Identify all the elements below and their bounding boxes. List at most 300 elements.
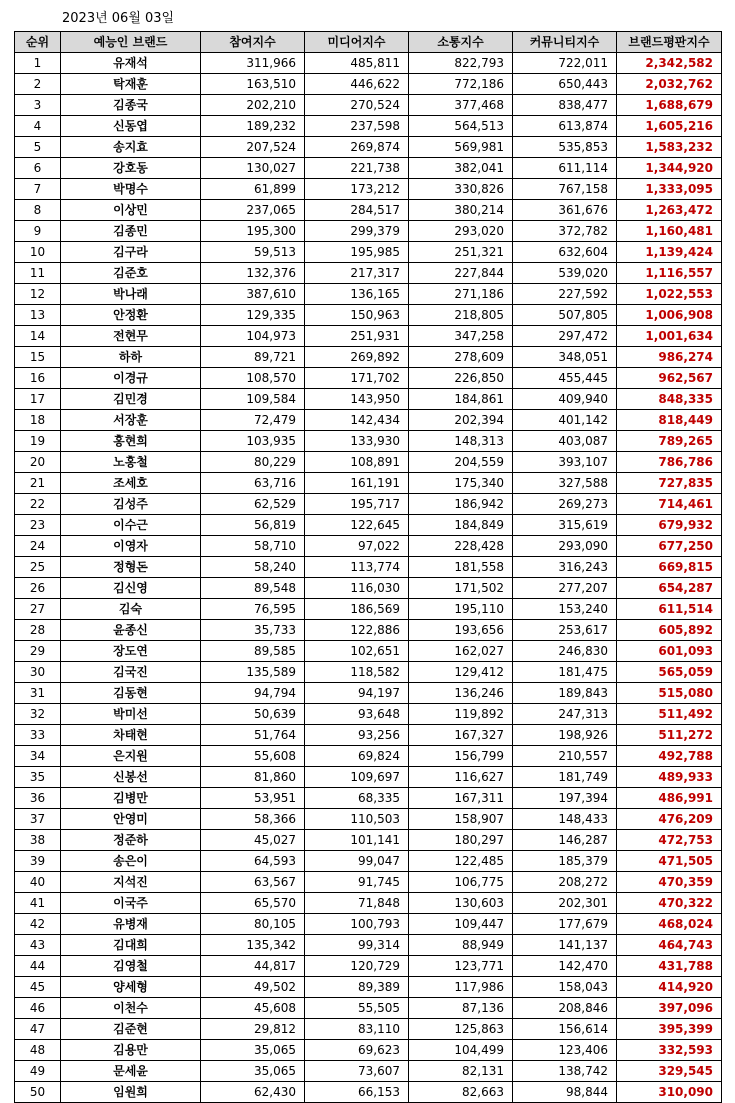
- participation-cell: 63,567: [201, 872, 305, 893]
- brand-name-cell: 유병재: [61, 914, 201, 935]
- table-row: [15, 473, 722, 494]
- header-brand-reputation: 브랜드평판지수: [617, 32, 722, 53]
- rank-cell: 36: [15, 788, 61, 809]
- communication-cell: 218,805: [409, 305, 513, 326]
- rank-cell: 29: [15, 641, 61, 662]
- brand-reputation-cell: 329,545: [617, 1061, 722, 1082]
- table-row: [15, 1040, 722, 1061]
- media-cell: 83,110: [305, 1019, 409, 1040]
- brand-name-cell: 차태현: [61, 725, 201, 746]
- table-row: [15, 536, 722, 557]
- media-cell: 269,892: [305, 347, 409, 368]
- community-cell: 403,087: [513, 431, 617, 452]
- table-row: [15, 641, 722, 662]
- media-cell: 237,598: [305, 116, 409, 137]
- rank-cell: 28: [15, 620, 61, 641]
- brand-reputation-cell: 1,605,216: [617, 116, 722, 137]
- brand-name-cell: 이수근: [61, 515, 201, 536]
- rank-cell: 14: [15, 326, 61, 347]
- community-cell: 613,874: [513, 116, 617, 137]
- community-cell: 361,676: [513, 200, 617, 221]
- communication-cell: 148,313: [409, 431, 513, 452]
- community-cell: 277,207: [513, 578, 617, 599]
- rank-cell: 42: [15, 914, 61, 935]
- table-row: [15, 515, 722, 536]
- participation-cell: 94,794: [201, 683, 305, 704]
- rank-cell: 23: [15, 515, 61, 536]
- community-cell: 138,742: [513, 1061, 617, 1082]
- participation-cell: 311,966: [201, 53, 305, 74]
- rank-cell: 39: [15, 851, 61, 872]
- participation-cell: 76,595: [201, 599, 305, 620]
- media-cell: 110,503: [305, 809, 409, 830]
- rank-cell: 1: [15, 53, 61, 74]
- media-cell: 116,030: [305, 578, 409, 599]
- rank-cell: 12: [15, 284, 61, 305]
- brand-name-cell: 윤종신: [61, 620, 201, 641]
- table-row: [15, 977, 722, 998]
- brand-reputation-cell: 1,001,634: [617, 326, 722, 347]
- communication-cell: 293,020: [409, 221, 513, 242]
- rank-cell: 31: [15, 683, 61, 704]
- brand-name-cell: 김숙: [61, 599, 201, 620]
- table-row: [15, 347, 722, 368]
- communication-cell: 156,799: [409, 746, 513, 767]
- brand-reputation-cell: 1,344,920: [617, 158, 722, 179]
- brand-name-cell: 안영미: [61, 809, 201, 830]
- rank-cell: 2: [15, 74, 61, 95]
- community-cell: 208,846: [513, 998, 617, 1019]
- participation-cell: 80,105: [201, 914, 305, 935]
- brand-name-cell: 김종국: [61, 95, 201, 116]
- communication-cell: 88,949: [409, 935, 513, 956]
- community-cell: 722,011: [513, 53, 617, 74]
- communication-cell: 226,850: [409, 368, 513, 389]
- media-cell: 97,022: [305, 536, 409, 557]
- community-cell: 158,043: [513, 977, 617, 998]
- brand-reputation-cell: 492,788: [617, 746, 722, 767]
- brand-reputation-cell: 848,335: [617, 389, 722, 410]
- brand-reputation-cell: 472,753: [617, 830, 722, 851]
- communication-cell: 119,892: [409, 704, 513, 725]
- media-cell: 251,931: [305, 326, 409, 347]
- community-cell: 202,301: [513, 893, 617, 914]
- communication-cell: 228,428: [409, 536, 513, 557]
- media-cell: 299,379: [305, 221, 409, 242]
- brand-reputation-cell: 786,786: [617, 452, 722, 473]
- community-cell: 401,142: [513, 410, 617, 431]
- brand-name-cell: 김국진: [61, 662, 201, 683]
- media-cell: 100,793: [305, 914, 409, 935]
- media-cell: 108,891: [305, 452, 409, 473]
- participation-cell: 135,342: [201, 935, 305, 956]
- brand-reputation-cell: 677,250: [617, 536, 722, 557]
- rank-cell: 44: [15, 956, 61, 977]
- brand-name-cell: 장도연: [61, 641, 201, 662]
- participation-cell: 132,376: [201, 263, 305, 284]
- brand-reputation-cell: 714,461: [617, 494, 722, 515]
- communication-cell: 82,663: [409, 1082, 513, 1103]
- community-cell: 372,782: [513, 221, 617, 242]
- brand-reputation-table: [14, 31, 722, 1103]
- rank-cell: 41: [15, 893, 61, 914]
- community-cell: 153,240: [513, 599, 617, 620]
- brand-reputation-cell: 515,080: [617, 683, 722, 704]
- community-cell: 316,243: [513, 557, 617, 578]
- communication-cell: 136,246: [409, 683, 513, 704]
- brand-reputation-cell: 1,022,553: [617, 284, 722, 305]
- participation-cell: 135,589: [201, 662, 305, 683]
- community-cell: 409,940: [513, 389, 617, 410]
- participation-cell: 109,584: [201, 389, 305, 410]
- community-cell: 650,443: [513, 74, 617, 95]
- table-row: [15, 914, 722, 935]
- communication-cell: 167,327: [409, 725, 513, 746]
- media-cell: 109,697: [305, 767, 409, 788]
- rank-cell: 50: [15, 1082, 61, 1103]
- media-cell: 99,314: [305, 935, 409, 956]
- communication-cell: 167,311: [409, 788, 513, 809]
- communication-cell: 109,447: [409, 914, 513, 935]
- table-row: [15, 158, 722, 179]
- media-cell: 122,886: [305, 620, 409, 641]
- media-cell: 66,153: [305, 1082, 409, 1103]
- participation-cell: 65,570: [201, 893, 305, 914]
- rank-cell: 40: [15, 872, 61, 893]
- media-cell: 217,317: [305, 263, 409, 284]
- community-cell: 327,588: [513, 473, 617, 494]
- community-cell: 293,090: [513, 536, 617, 557]
- table-row: [15, 242, 722, 263]
- brand-reputation-cell: 310,090: [617, 1082, 722, 1103]
- table-row: [15, 221, 722, 242]
- rank-cell: 37: [15, 809, 61, 830]
- communication-cell: 130,603: [409, 893, 513, 914]
- table-row: [15, 452, 722, 473]
- rank-cell: 33: [15, 725, 61, 746]
- community-cell: 246,830: [513, 641, 617, 662]
- communication-cell: 117,986: [409, 977, 513, 998]
- rank-cell: 27: [15, 599, 61, 620]
- participation-cell: 29,812: [201, 1019, 305, 1040]
- communication-cell: 125,863: [409, 1019, 513, 1040]
- community-cell: 181,749: [513, 767, 617, 788]
- participation-cell: 35,733: [201, 620, 305, 641]
- community-cell: 189,843: [513, 683, 617, 704]
- media-cell: 161,191: [305, 473, 409, 494]
- brand-name-cell: 신동엽: [61, 116, 201, 137]
- communication-cell: 822,793: [409, 53, 513, 74]
- table-header-row: [15, 32, 722, 53]
- media-cell: 120,729: [305, 956, 409, 977]
- community-cell: 141,137: [513, 935, 617, 956]
- media-cell: 269,874: [305, 137, 409, 158]
- brand-name-cell: 홍현희: [61, 431, 201, 452]
- rank-cell: 8: [15, 200, 61, 221]
- brand-reputation-cell: 2,342,582: [617, 53, 722, 74]
- communication-cell: 193,656: [409, 620, 513, 641]
- rank-cell: 6: [15, 158, 61, 179]
- header-communication: 소통지수: [409, 32, 513, 53]
- brand-name-cell: 은지원: [61, 746, 201, 767]
- communication-cell: 330,826: [409, 179, 513, 200]
- brand-name-cell: 하하: [61, 347, 201, 368]
- header-brand: 예능인 브랜드: [61, 32, 201, 53]
- participation-cell: 103,935: [201, 431, 305, 452]
- brand-name-cell: 김종민: [61, 221, 201, 242]
- header-community: 커뮤니티지수: [513, 32, 617, 53]
- brand-name-cell: 송지효: [61, 137, 201, 158]
- brand-name-cell: 정형돈: [61, 557, 201, 578]
- brand-name-cell: 이영자: [61, 536, 201, 557]
- media-cell: 91,745: [305, 872, 409, 893]
- community-cell: 632,604: [513, 242, 617, 263]
- table-row: [15, 746, 722, 767]
- participation-cell: 63,716: [201, 473, 305, 494]
- table-row: [15, 284, 722, 305]
- brand-name-cell: 유재석: [61, 53, 201, 74]
- brand-name-cell: 정준하: [61, 830, 201, 851]
- table-row: [15, 893, 722, 914]
- brand-reputation-cell: 962,567: [617, 368, 722, 389]
- communication-cell: 123,771: [409, 956, 513, 977]
- participation-cell: 72,479: [201, 410, 305, 431]
- community-cell: 611,114: [513, 158, 617, 179]
- table-row: [15, 431, 722, 452]
- participation-cell: 45,027: [201, 830, 305, 851]
- table-row: [15, 53, 722, 74]
- participation-cell: 55,608: [201, 746, 305, 767]
- rank-cell: 17: [15, 389, 61, 410]
- media-cell: 284,517: [305, 200, 409, 221]
- rank-cell: 47: [15, 1019, 61, 1040]
- participation-cell: 49,502: [201, 977, 305, 998]
- community-cell: 181,475: [513, 662, 617, 683]
- table-row: [15, 1061, 722, 1082]
- communication-cell: 106,775: [409, 872, 513, 893]
- brand-reputation-cell: 464,743: [617, 935, 722, 956]
- brand-name-cell: 양세형: [61, 977, 201, 998]
- brand-name-cell: 김민경: [61, 389, 201, 410]
- participation-cell: 51,764: [201, 725, 305, 746]
- brand-name-cell: 김동현: [61, 683, 201, 704]
- table-row: [15, 599, 722, 620]
- communication-cell: 569,981: [409, 137, 513, 158]
- community-cell: 455,445: [513, 368, 617, 389]
- communication-cell: 175,340: [409, 473, 513, 494]
- participation-cell: 58,366: [201, 809, 305, 830]
- participation-cell: 89,548: [201, 578, 305, 599]
- rank-cell: 34: [15, 746, 61, 767]
- rank-cell: 18: [15, 410, 61, 431]
- participation-cell: 89,585: [201, 641, 305, 662]
- brand-reputation-cell: 654,287: [617, 578, 722, 599]
- brand-reputation-cell: 1,116,557: [617, 263, 722, 284]
- participation-cell: 80,229: [201, 452, 305, 473]
- community-cell: 98,844: [513, 1082, 617, 1103]
- media-cell: 69,623: [305, 1040, 409, 1061]
- media-cell: 195,717: [305, 494, 409, 515]
- community-cell: 148,433: [513, 809, 617, 830]
- communication-cell: 202,394: [409, 410, 513, 431]
- rank-cell: 26: [15, 578, 61, 599]
- brand-name-cell: 지석진: [61, 872, 201, 893]
- participation-cell: 53,951: [201, 788, 305, 809]
- brand-reputation-cell: 605,892: [617, 620, 722, 641]
- communication-cell: 104,499: [409, 1040, 513, 1061]
- rank-cell: 22: [15, 494, 61, 515]
- rank-cell: 38: [15, 830, 61, 851]
- community-cell: 539,020: [513, 263, 617, 284]
- participation-cell: 56,819: [201, 515, 305, 536]
- media-cell: 69,824: [305, 746, 409, 767]
- communication-cell: 184,861: [409, 389, 513, 410]
- brand-reputation-cell: 431,788: [617, 956, 722, 977]
- table-row: [15, 830, 722, 851]
- table-row: [15, 389, 722, 410]
- brand-name-cell: 김용만: [61, 1040, 201, 1061]
- brand-name-cell: 박미선: [61, 704, 201, 725]
- table-row: [15, 179, 722, 200]
- rank-cell: 46: [15, 998, 61, 1019]
- brand-reputation-cell: 397,096: [617, 998, 722, 1019]
- brand-reputation-cell: 332,593: [617, 1040, 722, 1061]
- table-row: [15, 137, 722, 158]
- participation-cell: 62,430: [201, 1082, 305, 1103]
- brand-name-cell: 김대희: [61, 935, 201, 956]
- brand-name-cell: 이국주: [61, 893, 201, 914]
- rank-cell: 11: [15, 263, 61, 284]
- brand-reputation-cell: 1,139,424: [617, 242, 722, 263]
- communication-cell: 204,559: [409, 452, 513, 473]
- brand-name-cell: 이천수: [61, 998, 201, 1019]
- communication-cell: 377,468: [409, 95, 513, 116]
- table-row: [15, 935, 722, 956]
- community-cell: 315,619: [513, 515, 617, 536]
- media-cell: 55,505: [305, 998, 409, 1019]
- rank-cell: 16: [15, 368, 61, 389]
- media-cell: 73,607: [305, 1061, 409, 1082]
- participation-cell: 387,610: [201, 284, 305, 305]
- community-cell: 177,679: [513, 914, 617, 935]
- communication-cell: 772,186: [409, 74, 513, 95]
- communication-cell: 116,627: [409, 767, 513, 788]
- media-cell: 171,702: [305, 368, 409, 389]
- table-row: [15, 116, 722, 137]
- communication-cell: 251,321: [409, 242, 513, 263]
- communication-cell: 278,609: [409, 347, 513, 368]
- communication-cell: 380,214: [409, 200, 513, 221]
- media-cell: 99,047: [305, 851, 409, 872]
- participation-cell: 202,210: [201, 95, 305, 116]
- participation-cell: 163,510: [201, 74, 305, 95]
- media-cell: 71,848: [305, 893, 409, 914]
- brand-reputation-cell: 565,059: [617, 662, 722, 683]
- brand-name-cell: 김구라: [61, 242, 201, 263]
- brand-name-cell: 강호동: [61, 158, 201, 179]
- community-cell: 123,406: [513, 1040, 617, 1061]
- communication-cell: 184,849: [409, 515, 513, 536]
- participation-cell: 35,065: [201, 1040, 305, 1061]
- media-cell: 113,774: [305, 557, 409, 578]
- brand-reputation-cell: 818,449: [617, 410, 722, 431]
- media-cell: 173,212: [305, 179, 409, 200]
- report-date: 2023년 06월 03일: [62, 11, 175, 26]
- communication-cell: 271,186: [409, 284, 513, 305]
- participation-cell: 62,529: [201, 494, 305, 515]
- brand-reputation-cell: 727,835: [617, 473, 722, 494]
- table-row: [15, 809, 722, 830]
- communication-cell: 129,412: [409, 662, 513, 683]
- media-cell: 142,434: [305, 410, 409, 431]
- table-row: [15, 851, 722, 872]
- community-cell: 767,158: [513, 179, 617, 200]
- table-row: [15, 368, 722, 389]
- participation-cell: 44,817: [201, 956, 305, 977]
- table-row: [15, 200, 722, 221]
- communication-cell: 158,907: [409, 809, 513, 830]
- community-cell: 535,853: [513, 137, 617, 158]
- community-cell: 142,470: [513, 956, 617, 977]
- community-cell: 210,557: [513, 746, 617, 767]
- rank-cell: 15: [15, 347, 61, 368]
- participation-cell: 207,524: [201, 137, 305, 158]
- media-cell: 93,648: [305, 704, 409, 725]
- brand-name-cell: 전현무: [61, 326, 201, 347]
- participation-cell: 58,710: [201, 536, 305, 557]
- brand-name-cell: 김신영: [61, 578, 201, 599]
- media-cell: 118,582: [305, 662, 409, 683]
- media-cell: 89,389: [305, 977, 409, 998]
- participation-cell: 195,300: [201, 221, 305, 242]
- participation-cell: 89,721: [201, 347, 305, 368]
- community-cell: 393,107: [513, 452, 617, 473]
- table-row: [15, 620, 722, 641]
- rank-cell: 48: [15, 1040, 61, 1061]
- community-cell: 253,617: [513, 620, 617, 641]
- brand-reputation-cell: 511,492: [617, 704, 722, 725]
- rank-cell: 45: [15, 977, 61, 998]
- brand-reputation-cell: 511,272: [617, 725, 722, 746]
- community-cell: 208,272: [513, 872, 617, 893]
- table-row: [15, 788, 722, 809]
- brand-name-cell: 이상민: [61, 200, 201, 221]
- table-row: [15, 263, 722, 284]
- rank-cell: 35: [15, 767, 61, 788]
- community-cell: 297,472: [513, 326, 617, 347]
- brand-reputation-cell: 2,032,762: [617, 74, 722, 95]
- communication-cell: 171,502: [409, 578, 513, 599]
- table-row: [15, 683, 722, 704]
- community-cell: 146,287: [513, 830, 617, 851]
- brand-reputation-cell: 476,209: [617, 809, 722, 830]
- brand-reputation-cell: 1,006,908: [617, 305, 722, 326]
- table-row: [15, 872, 722, 893]
- media-cell: 93,256: [305, 725, 409, 746]
- rank-cell: 7: [15, 179, 61, 200]
- media-cell: 485,811: [305, 53, 409, 74]
- community-cell: 348,051: [513, 347, 617, 368]
- rank-cell: 43: [15, 935, 61, 956]
- brand-reputation-cell: 1,688,679: [617, 95, 722, 116]
- participation-cell: 129,335: [201, 305, 305, 326]
- participation-cell: 108,570: [201, 368, 305, 389]
- rank-cell: 10: [15, 242, 61, 263]
- brand-name-cell: 김준호: [61, 263, 201, 284]
- brand-name-cell: 이경규: [61, 368, 201, 389]
- rank-cell: 20: [15, 452, 61, 473]
- community-cell: 838,477: [513, 95, 617, 116]
